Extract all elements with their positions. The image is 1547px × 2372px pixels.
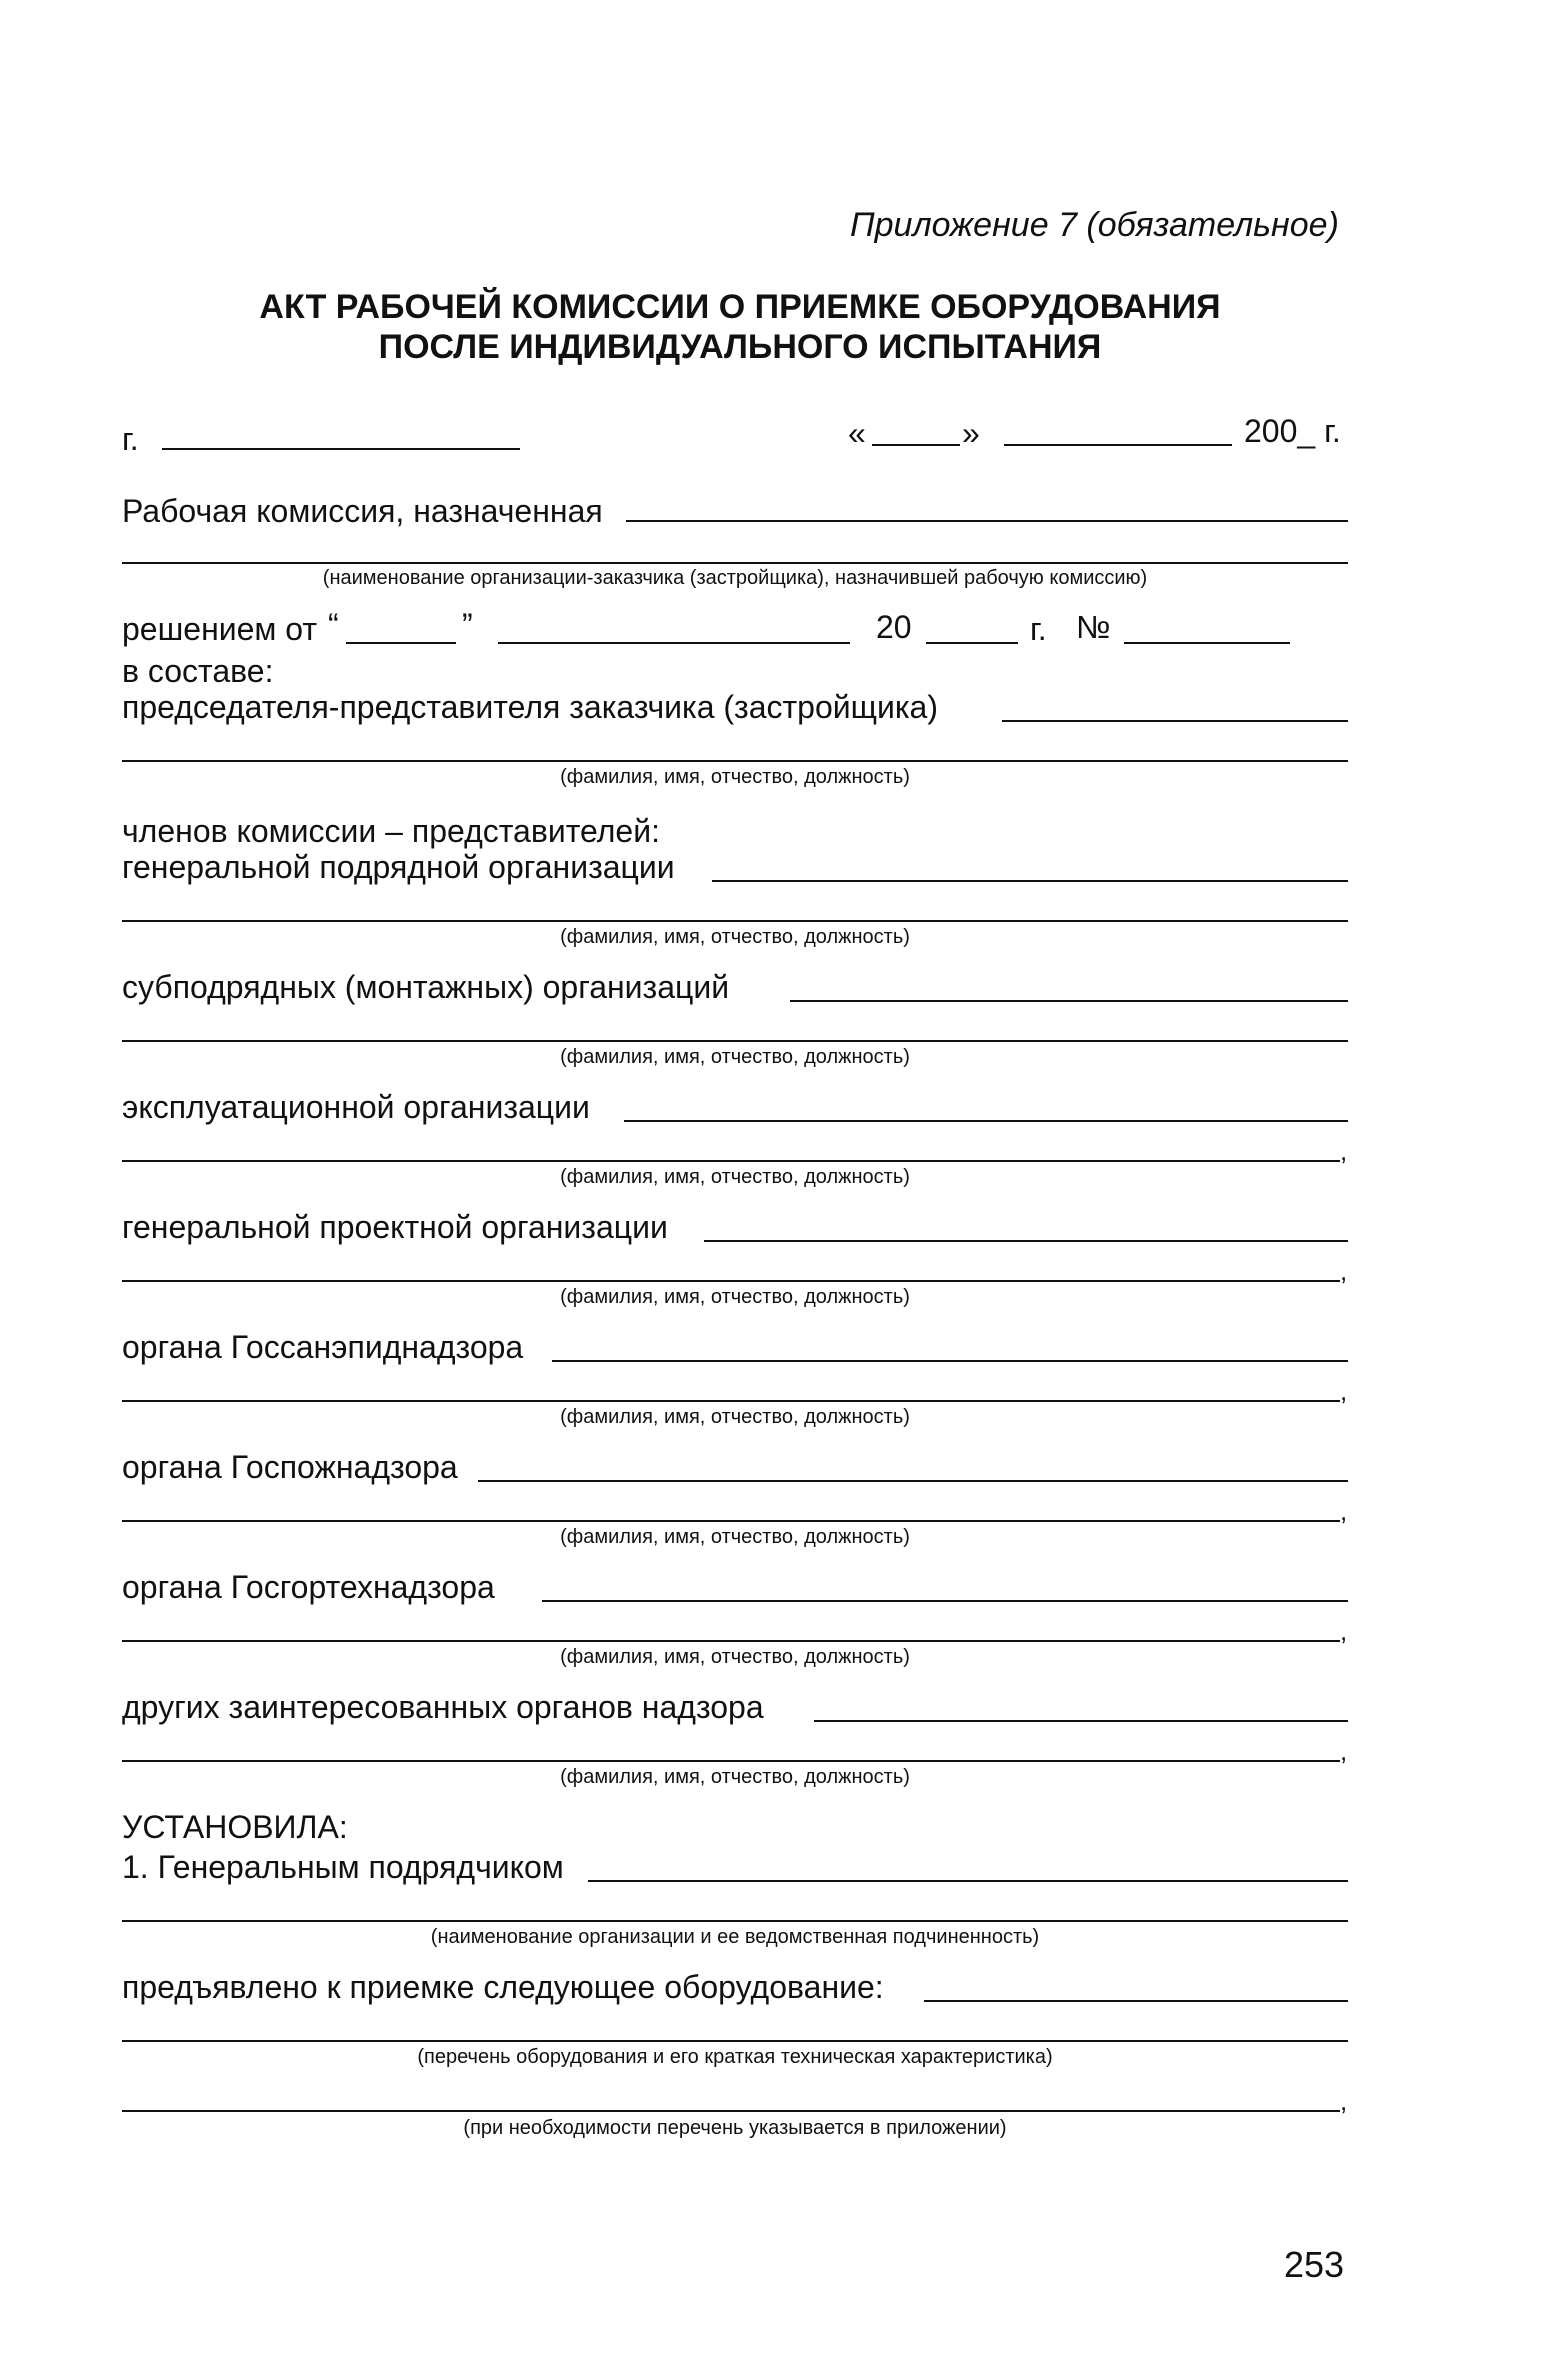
caption-fio-operating: (фамилия, имя, отчество, должность) bbox=[560, 1166, 910, 1188]
decision-quote-open: “ bbox=[328, 607, 339, 643]
design-org-field bbox=[704, 1240, 1348, 1242]
members-label: членов комиссии – представителей: bbox=[122, 813, 660, 849]
caption-org2: (наименование организации и ее ведомственная подчиненность) bbox=[430, 1926, 1040, 1948]
caption-fio-fire: (фамилия, имя, отчество, должность) bbox=[560, 1526, 910, 1548]
decision-label: решением от bbox=[122, 611, 318, 647]
gosgortech-label: органа Госгортехнадзора bbox=[122, 1569, 495, 1605]
caption-appendix: (при необходимости перечень указывается в приложении) bbox=[463, 2117, 1007, 2139]
caption-fio-other: (фамилия, имя, отчество, должность) bbox=[560, 1766, 910, 1788]
city-field bbox=[162, 448, 520, 450]
item1-field bbox=[588, 1880, 1348, 1882]
chairman-label: председателя-представителя заказчика (застройщика) bbox=[122, 689, 938, 725]
year-text: 200_ г. bbox=[1244, 413, 1341, 449]
decision-quote-close: ” bbox=[462, 607, 473, 643]
caption-fio-sanepid: (фамилия, имя, отчество, должность) bbox=[560, 1406, 910, 1428]
presented-label: предъявлено к приемке следующее оборудование: bbox=[122, 1969, 884, 2005]
decision-year-suffix: г. bbox=[1030, 611, 1047, 647]
page-number: 253 bbox=[1284, 2244, 1345, 2285]
operating-org-field bbox=[624, 1120, 1348, 1122]
chairman-field-2 bbox=[122, 760, 1348, 762]
sanepid-comma: , bbox=[1340, 1376, 1348, 1406]
presented-field-2 bbox=[122, 2040, 1348, 2042]
subcontractors-field-2 bbox=[122, 1040, 1348, 1042]
item1-label: 1. Генеральным подрядчиком bbox=[122, 1849, 564, 1885]
caption-equipment: (перечень оборудования и его краткая техническая характеристика) bbox=[417, 2046, 1053, 2068]
fire-label: органа Госпожнадзора bbox=[122, 1449, 458, 1485]
decision-month-field bbox=[498, 642, 850, 644]
sanepid-field bbox=[552, 1360, 1348, 1362]
caption-fio-sub: (фамилия, имя, отчество, должность) bbox=[560, 1046, 910, 1068]
decision-year-field bbox=[926, 642, 1018, 644]
decision-number-sign: № bbox=[1076, 609, 1111, 645]
sanepid-field-2 bbox=[122, 1400, 1340, 1402]
decision-number-field bbox=[1124, 642, 1290, 644]
document-title-line2: ПОСЛЕ ИНДИВИДУАЛЬНОГО ИСПЫТАНИЯ bbox=[378, 328, 1102, 366]
fire-field-2 bbox=[122, 1520, 1340, 1522]
caption-fio-gosgortech: (фамилия, имя, отчество, должность) bbox=[560, 1646, 910, 1668]
chairman-field bbox=[1002, 720, 1348, 722]
fire-field bbox=[478, 1480, 1348, 1482]
decision-century: 20 bbox=[876, 609, 912, 645]
caption-fio-chairman: (фамилия, имя, отчество, должность) bbox=[560, 766, 910, 788]
city-prefix: г. bbox=[122, 421, 139, 457]
gosgortech-field-2 bbox=[122, 1640, 1340, 1642]
other-bodies-field bbox=[814, 1720, 1348, 1722]
operating-org-comma: , bbox=[1340, 1136, 1348, 1166]
general-contractor-field bbox=[712, 880, 1348, 882]
item1-field-2 bbox=[122, 1920, 1348, 1922]
established-heading: УСТАНОВИЛА: bbox=[122, 1809, 348, 1845]
document-title-line1: АКТ РАБОЧЕЙ КОМИССИИ О ПРИЕМКЕ ОБОРУДОВАНИЯ bbox=[259, 288, 1221, 326]
design-org-comma: , bbox=[1340, 1256, 1348, 1286]
design-org-label: генеральной проектной организации bbox=[122, 1209, 668, 1245]
appendix-label: Приложение 7 (обязательное) bbox=[850, 206, 1339, 244]
day-field bbox=[872, 444, 960, 446]
subcontractors-field bbox=[790, 1000, 1348, 1002]
appendix-comma: , bbox=[1340, 2086, 1348, 2116]
fire-comma: , bbox=[1340, 1496, 1348, 1526]
presented-field bbox=[924, 2000, 1348, 2002]
design-org-field-2 bbox=[122, 1280, 1340, 1282]
general-contractor-label: генеральной подрядной организации bbox=[122, 849, 675, 885]
other-bodies-field-2 bbox=[122, 1760, 1340, 1762]
month-field bbox=[1004, 444, 1232, 446]
date-quote-close: » bbox=[962, 415, 980, 451]
operating-org-field-2 bbox=[122, 1160, 1340, 1162]
commission-field bbox=[626, 520, 1348, 522]
commission-field-2 bbox=[122, 562, 1348, 564]
caption-org: (наименование организации-заказчика (застройщика), назначившей рабочую комиссию) bbox=[322, 567, 1148, 589]
subcontractors-label: субподрядных (монтажных) организаций bbox=[122, 969, 730, 1005]
caption-fio-general: (фамилия, имя, отчество, должность) bbox=[560, 926, 910, 948]
sanepid-label: органа Госсанэпиднадзора bbox=[122, 1329, 524, 1365]
caption-fio-design: (фамилия, имя, отчество, должность) bbox=[560, 1286, 910, 1308]
operating-org-label: эксплуатационной организации bbox=[122, 1089, 590, 1125]
composition-label: в составе: bbox=[122, 653, 274, 689]
appendix-field bbox=[122, 2110, 1340, 2112]
other-bodies-label: других заинтересованных органов надзора bbox=[122, 1689, 764, 1725]
general-contractor-field-2 bbox=[122, 920, 1348, 922]
other-bodies-comma: , bbox=[1340, 1736, 1348, 1766]
commission-label: Рабочая комиссия, назначенная bbox=[122, 493, 603, 529]
date-quote-open: « bbox=[848, 415, 866, 451]
decision-day-field bbox=[346, 642, 456, 644]
gosgortech-comma: , bbox=[1340, 1616, 1348, 1646]
gosgortech-field bbox=[542, 1600, 1348, 1602]
